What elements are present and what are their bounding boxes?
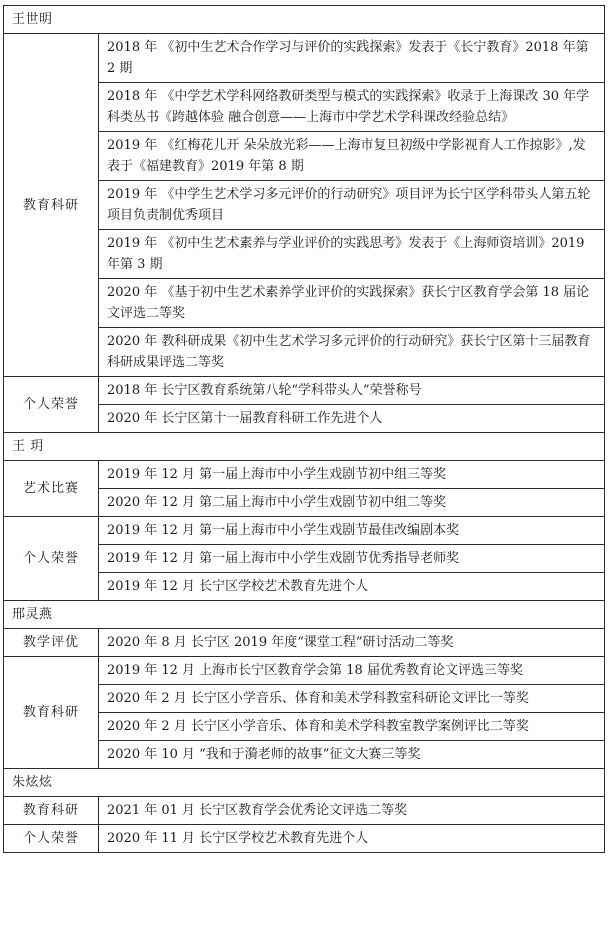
record-row bbox=[4, 517, 605, 545]
person-name-row bbox=[4, 769, 605, 797]
record-entry: 2019 年 12 月 上海市长宁区教育学会第 18 届优秀教育论文评选三等奖 bbox=[99, 657, 605, 685]
category-cell: 教育科研 bbox=[4, 34, 99, 377]
record-entry: 2019 年 12 月 第一届上海市中小学生戏剧节优秀指导老师奖 bbox=[99, 545, 605, 573]
person-name-row bbox=[4, 433, 605, 461]
person-name: 王世明 bbox=[4, 6, 605, 34]
category-cell: 教育科研 bbox=[4, 797, 99, 825]
category-cell: 个人荣誉 bbox=[4, 825, 99, 853]
record-row bbox=[4, 657, 605, 685]
record-entry: 2018 年 《初中生艺术合作学习与评价的实践探索》发表于《长宁教育》2018 年第 2 期 bbox=[99, 34, 605, 83]
record-entry: 2020 年 12 月 第二届上海市中小学生戏剧节初中组二等奖 bbox=[99, 489, 605, 517]
record-row bbox=[4, 461, 605, 489]
person-name: 邢灵燕 bbox=[4, 601, 605, 629]
category-cell: 艺术比赛 bbox=[4, 461, 99, 517]
record-entry: 2020 年 2 月 长宁区小学音乐、体育和美术学科教室教学案例评比二等奖 bbox=[99, 713, 605, 741]
category-cell: 个人荣誉 bbox=[4, 377, 99, 433]
record-entry: 2021 年 01 月 长宁区教育学会优秀论文评选二等奖 bbox=[99, 797, 605, 825]
record-row bbox=[4, 34, 605, 83]
person-name-row bbox=[4, 601, 605, 629]
record-entry: 2020 年 《基于初中生艺术素养学业评价的实践探索》获长宁区教育学会第 18 届论文评选二等奖 bbox=[99, 279, 605, 328]
record-entry: 2020 年 长宁区第十一届教育科研工作先进个人 bbox=[99, 405, 605, 433]
awards-table-body bbox=[4, 6, 605, 853]
record-row bbox=[4, 825, 605, 853]
record-entry: 2018 年 《中学艺术学科网络教研类型与模式的实践探索》收录于上海课改 30 年学科类丛书《跨越体验 融合创意——上海市中学艺术学科课改经验总结》 bbox=[99, 83, 605, 132]
record-entry: 2020 年 10 月 “我和于漪老师的故事”征文大赛三等奖 bbox=[99, 741, 605, 769]
record-row bbox=[4, 377, 605, 405]
awards-table bbox=[3, 5, 605, 853]
person-name: 王 玥 bbox=[4, 433, 605, 461]
record-entry: 2018 年 长宁区教育系统第八轮“学科带头人”荣誉称号 bbox=[99, 377, 605, 405]
record-entry: 2019 年 《初中生艺术素养与学业评价的实践思考》发表于《上海师资培训》2019 年第 3 期 bbox=[99, 230, 605, 279]
person-name: 朱炫炫 bbox=[4, 769, 605, 797]
record-entry: 2019 年 12 月 第一届上海市中小学生戏剧节初中组三等奖 bbox=[99, 461, 605, 489]
person-name-row bbox=[4, 6, 605, 34]
record-entry: 2019 年 12 月 长宁区学校艺术教育先进个人 bbox=[99, 573, 605, 601]
category-cell: 教学评优 bbox=[4, 629, 99, 657]
category-cell: 个人荣誉 bbox=[4, 517, 99, 601]
record-row bbox=[4, 797, 605, 825]
record-entry: 2020 年 11 月 长宁区学校艺术教育先进个人 bbox=[99, 825, 605, 853]
record-entry: 2019 年 《红梅花儿开 朵朵放光彩——上海市复旦初级中学影视育人工作掠影》,发表于《福建教育》2019 年第 8 期 bbox=[99, 132, 605, 181]
record-entry: 2020 年 2 月 长宁区小学音乐、体育和美术学科教室科研论文评比一等奖 bbox=[99, 685, 605, 713]
record-entry: 2020 年 8 月 长宁区 2019 年度“课堂工程”研讨活动二等奖 bbox=[99, 629, 605, 657]
record-entry: 2020 年 教科研成果《初中生艺术学习多元评价的行动研究》获长宁区第十三届教育科研成果评选二等奖 bbox=[99, 328, 605, 377]
category-cell: 教育科研 bbox=[4, 657, 99, 769]
record-entry: 2019 年 《中学生艺术学习多元评价的行动研究》项目评为长宁区学科带头人第五轮项目负责制优秀项目 bbox=[99, 181, 605, 230]
record-entry: 2019 年 12 月 第一届上海市中小学生戏剧节最佳改编剧本奖 bbox=[99, 517, 605, 545]
record-row bbox=[4, 629, 605, 657]
